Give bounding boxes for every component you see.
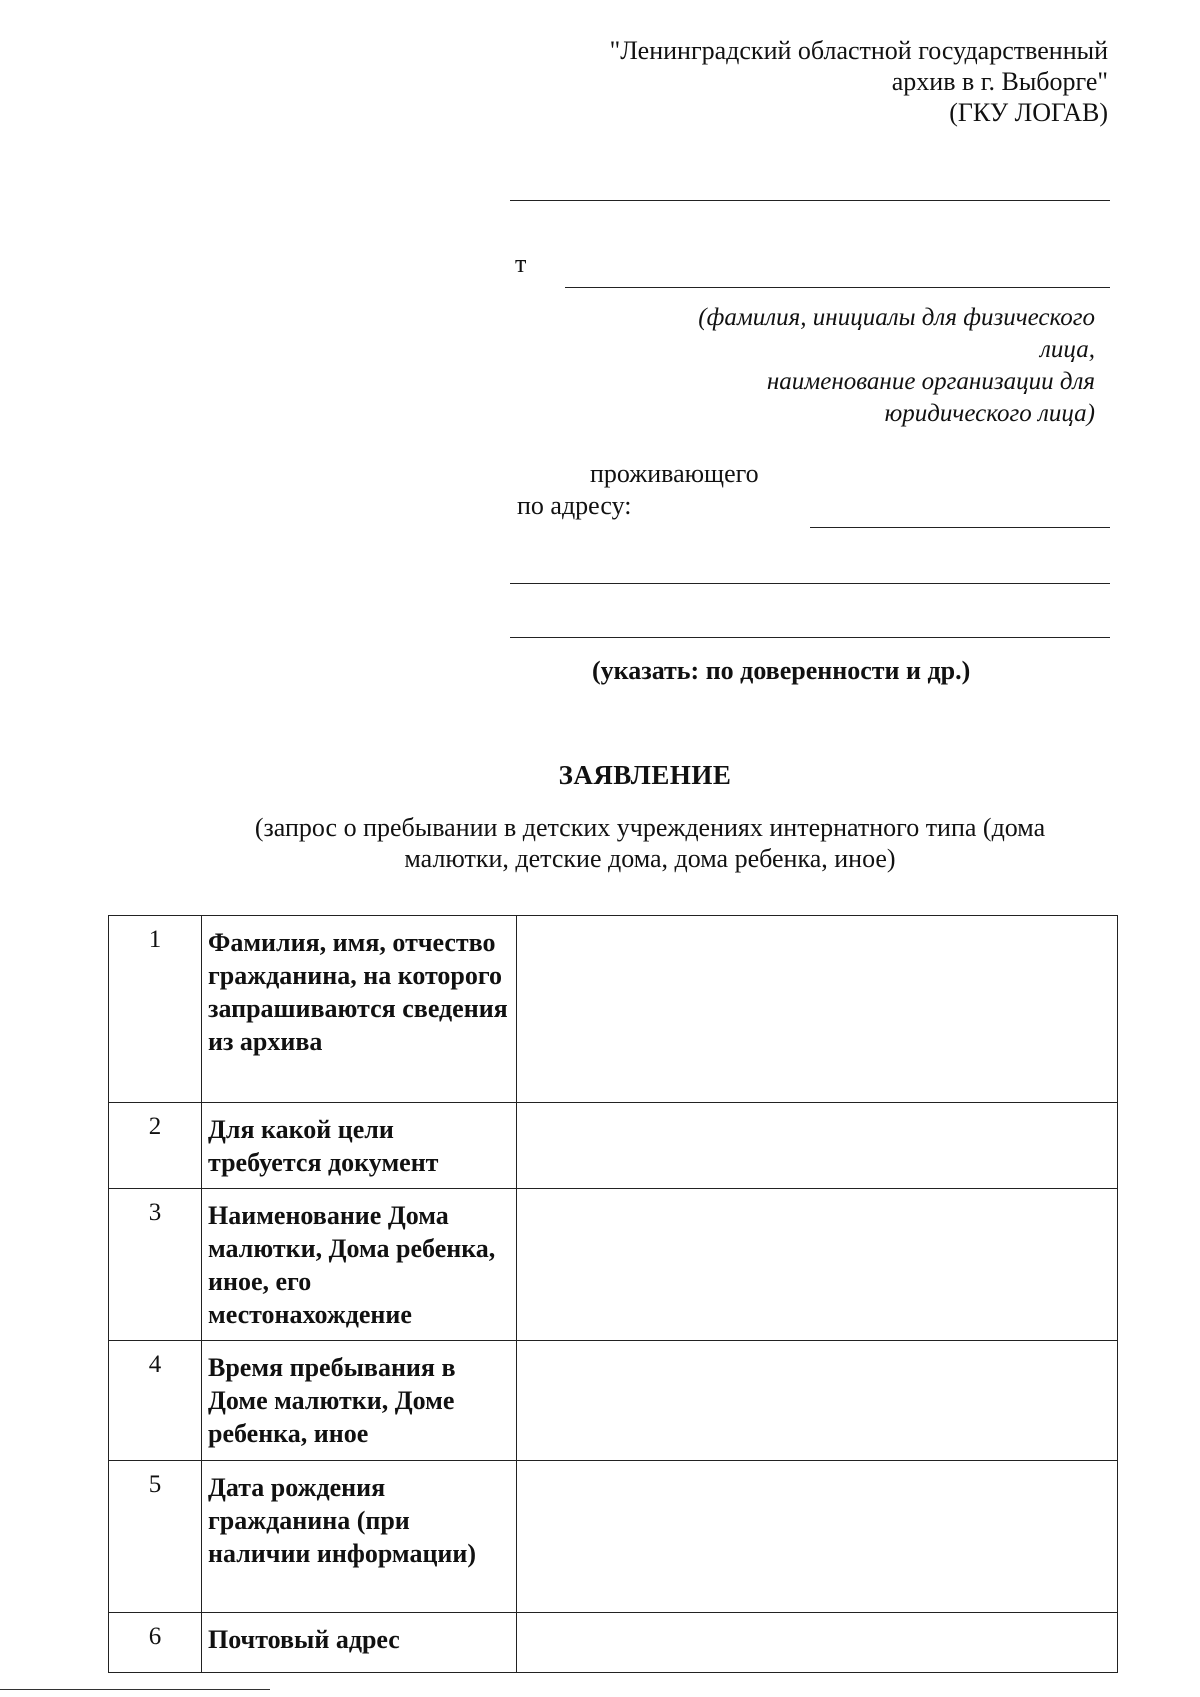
- row-number: 3: [109, 1189, 202, 1341]
- page-subtitle: [170, 812, 1130, 874]
- address-line-1[interactable]: [810, 527, 1110, 528]
- addressee-line-1: "Ленинградский областной государственный: [609, 36, 1108, 65]
- hint-line-2: лица,: [1040, 336, 1095, 363]
- address-label: по адресу:: [517, 491, 632, 520]
- hint-line-4: юридического лица): [884, 400, 1095, 427]
- row-label: Для какой цели требуется документ: [202, 1103, 517, 1189]
- row-number: 6: [109, 1613, 202, 1673]
- row-number: 2: [109, 1103, 202, 1189]
- row-number: 5: [109, 1461, 202, 1613]
- table-row: [109, 1461, 1118, 1613]
- page-edge-divider: [0, 1689, 270, 1690]
- hint-line-1: (фамилия, инициалы для физического: [698, 304, 1095, 331]
- row-number: 4: [109, 1341, 202, 1461]
- row-value-cell[interactable]: [517, 1103, 1118, 1189]
- table-row: [109, 1341, 1118, 1461]
- hint-line-3: наименование организации для: [766, 368, 1095, 395]
- row-label: Фамилия, имя, отчество гражданина, на которого запрашиваются сведения из архива: [202, 916, 517, 1103]
- row-number: 1: [109, 916, 202, 1103]
- table-row: [109, 1613, 1118, 1673]
- row-label: Почтовый адрес: [202, 1613, 517, 1673]
- address-line-2[interactable]: [510, 583, 1110, 584]
- applicant-name-hint: [560, 302, 1095, 430]
- addressee-line-3: (ГКУ ЛОГАВ): [949, 98, 1108, 127]
- row-value-cell[interactable]: [517, 1461, 1118, 1613]
- row-value-cell[interactable]: [517, 1189, 1118, 1341]
- addressee-block: [480, 35, 1108, 128]
- row-label: Время пребывания в Доме малютки, Доме ребенка, иное: [202, 1341, 517, 1461]
- address-line-3[interactable]: [510, 637, 1110, 638]
- subtitle-line-1: (запрос о пребывании в детских учреждениях интернатного типа (дома: [254, 813, 1046, 842]
- table-row: [109, 1103, 1118, 1189]
- table-row: [109, 1189, 1118, 1341]
- table-row: [109, 916, 1118, 1103]
- row-label: Дата рождения гражданина (при наличии информации): [202, 1461, 517, 1613]
- row-value-cell[interactable]: [517, 916, 1118, 1103]
- from-prefix: т: [515, 249, 527, 278]
- basis-note: (указать: по доверенности и др.): [592, 656, 971, 685]
- residing-label: проживающего: [590, 459, 759, 488]
- request-form-table: [108, 915, 1118, 1673]
- row-value-cell[interactable]: [517, 1613, 1118, 1673]
- addressee-blank-line[interactable]: [510, 200, 1110, 201]
- row-value-cell[interactable]: [517, 1341, 1118, 1461]
- addressee-line-2: архив в г. Выборге": [891, 67, 1108, 96]
- page-title: ЗАЯВЛЕНИЕ: [558, 760, 732, 790]
- subtitle-line-2: малютки, детские дома, дома ребенка, иное): [404, 844, 896, 873]
- row-label: Наименование Дома малютки, Дома ребенка, иное, его местонахождение: [202, 1189, 517, 1341]
- applicant-name-line[interactable]: [565, 287, 1110, 288]
